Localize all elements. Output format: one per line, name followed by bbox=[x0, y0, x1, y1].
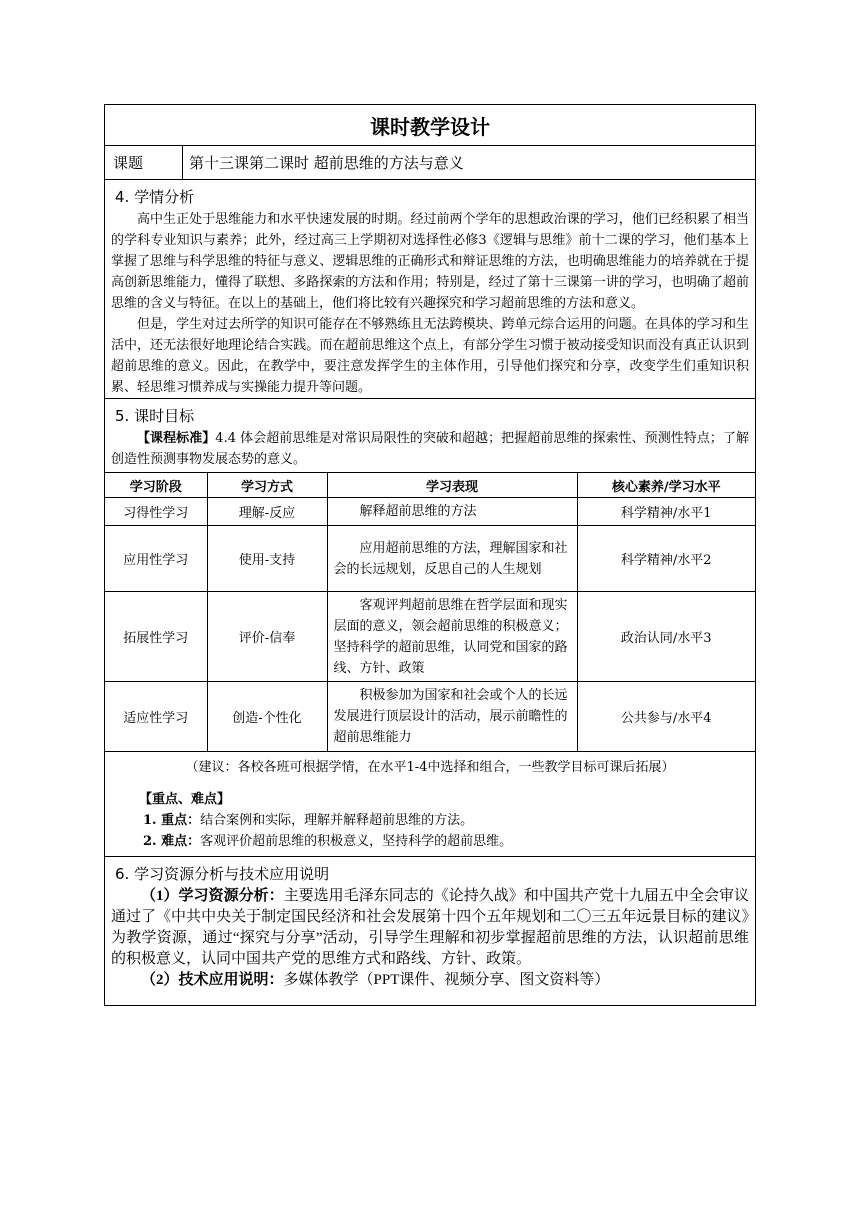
curriculum-standard-text: 4.4 体会超前思维是对常识局限性的突破和超越；把握超前思维的探索性、预测性特点；了解创造性预测事物发展态势的意义。 bbox=[111, 431, 749, 467]
stage-cell: 拓展性学习 bbox=[105, 592, 207, 682]
key-point-text: 结合案例和实际，理解并解释超前思维的方法。 bbox=[200, 813, 474, 828]
difficulty-text: 客观评价超前思维的积极意义，坚持科学的超前思维。 bbox=[200, 834, 513, 849]
stage-cell: 适应性学习 bbox=[105, 682, 207, 752]
header-performance: 学习表现 bbox=[327, 473, 577, 498]
mode-cell: 使用-支持 bbox=[207, 526, 327, 592]
topic-value: 第十三课第二课时 超前思维的方法与意义 bbox=[189, 154, 464, 172]
difficulty-label: 2. 难点： bbox=[143, 834, 201, 849]
technology-application-label: （2）技术应用说明： bbox=[141, 972, 284, 988]
performance-cell: 积极参加为国家和社会或个人的长远发展进行顶层设计的活动，展示前瞻性的超前思维能力 bbox=[327, 682, 577, 752]
header-stage: 学习阶段 bbox=[105, 473, 207, 498]
section-4-heading: 4. 学情分析 bbox=[115, 188, 195, 206]
mode-cell: 理解-反应 bbox=[207, 498, 327, 526]
level-cell: 公共参与/水平4 bbox=[577, 682, 755, 752]
key-difficulty-heading bbox=[105, 789, 755, 810]
curriculum-standard bbox=[105, 428, 755, 470]
objectives-header-row bbox=[105, 473, 755, 498]
section-learner-analysis bbox=[105, 180, 755, 399]
performance-cell: 客观评判超前思维在哲学层面和现实层面的意义，领会超前思维的积极意义；坚持科学的超前思维，认同党和国家的路线、方针、政策 bbox=[327, 592, 577, 682]
resource-analysis bbox=[111, 886, 749, 970]
mode-cell: 创造-个性化 bbox=[207, 682, 327, 752]
technology-application-text: 多媒体教学（PPT课件、视频分享、图文资料等） bbox=[283, 972, 610, 988]
topic-label: 课题 bbox=[105, 146, 183, 179]
learner-analysis-paragraph: 但是，学生对过去所学的知识可能存在不够熟练且无法跨模块、跨单元综合运用的问题。在具体的学习和生活中，还无法很好地理论结合实践。而在超前思维这个点上，有部分学生习惯于被动接受知识而没有真正认识到超前思维的意义。因此，在教学中，要注意发挥学生的主体作用，引导他们探究和分享，改变学生们重知识积累、轻思维习惯养成与实操能力提升等问题。 bbox=[111, 317, 749, 395]
level-cell: 科学精神/水平1 bbox=[577, 498, 755, 526]
document-title: 课时教学设计 bbox=[105, 105, 755, 146]
header-mode: 学习方式 bbox=[207, 473, 327, 498]
section-resources bbox=[105, 857, 755, 1005]
mode-cell: 评价-信奉 bbox=[207, 592, 327, 682]
section-lesson-objectives bbox=[105, 399, 755, 857]
section-6-heading: 6. 学习资源分析与技术应用说明 bbox=[115, 865, 330, 883]
resource-analysis-text: 主要选用毛泽东同志的《论持久战》和中国共产党十九届五中全会审议通过了《中共中央关于制定国民经济和社会发展第十四个五年规划和二〇三五年远景目标的建议》为教学资源，通过“探究与分享”活动，引导学生理解和初步掌握超前思维的方法，认识超前思维的积极意义，认同中国共产党的思维方式和路线、方针、政策。 bbox=[111, 888, 749, 967]
lesson-design-form bbox=[104, 104, 756, 1006]
level-cell: 科学精神/水平2 bbox=[577, 526, 755, 592]
topic-row bbox=[105, 146, 755, 180]
stage-cell: 应用性学习 bbox=[105, 526, 207, 592]
table-row bbox=[105, 682, 755, 752]
objectives-table bbox=[105, 472, 755, 752]
technology-application bbox=[111, 970, 749, 991]
section-5-heading: 5. 课时目标 bbox=[115, 407, 195, 425]
performance-cell: 应用超前思维的方法，理解国家和社会的长远规划，反思自己的人生规划 bbox=[327, 526, 577, 592]
objectives-note: （建议：各校各班可根据学情，在水平1-4中选择和组合，一些教学目标可课后拓展） bbox=[185, 760, 675, 775]
level-cell: 政治认同/水平3 bbox=[577, 592, 755, 682]
difficulty-point bbox=[105, 831, 755, 852]
table-row bbox=[105, 526, 755, 592]
table-row bbox=[105, 592, 755, 682]
stage-cell: 习得性学习 bbox=[105, 498, 207, 526]
key-difficulty-label: 【重点、难点】 bbox=[139, 792, 231, 807]
table-row bbox=[105, 498, 755, 526]
resource-analysis-label: （1）学习资源分析： bbox=[141, 888, 284, 904]
performance-cell: 解释超前思维的方法 bbox=[327, 498, 577, 526]
key-point-label: 1. 重点： bbox=[143, 813, 201, 828]
curriculum-standard-label: 【课程标准】 bbox=[137, 431, 216, 446]
learner-analysis-paragraph: 高中生正处于思维能力和水平快速发展的时期。经过前两个学年的思想政治课的学习，他们已经积累了相当的学科专业知识与素养；此外，经过高三上学期初对选择性必修3《逻辑与思维》前十二课的学习，他们基本上掌握了思维与科学思维的特征与意义、逻辑思维的正确形式和辩证思维的方法，也明确思维能力的培养就在于提高创新思维能力，懂得了联想、多路探索的方法和作用；特别是，经过了第十三课第一讲的学习，也明确了超前思维的含义与特征。在以上的基础上，他们将比较有兴趣探究和学习超前思维的方法和意义。 bbox=[111, 212, 749, 311]
header-literacy-level: 核心素养/学习水平 bbox=[577, 473, 755, 498]
key-point bbox=[105, 810, 755, 831]
